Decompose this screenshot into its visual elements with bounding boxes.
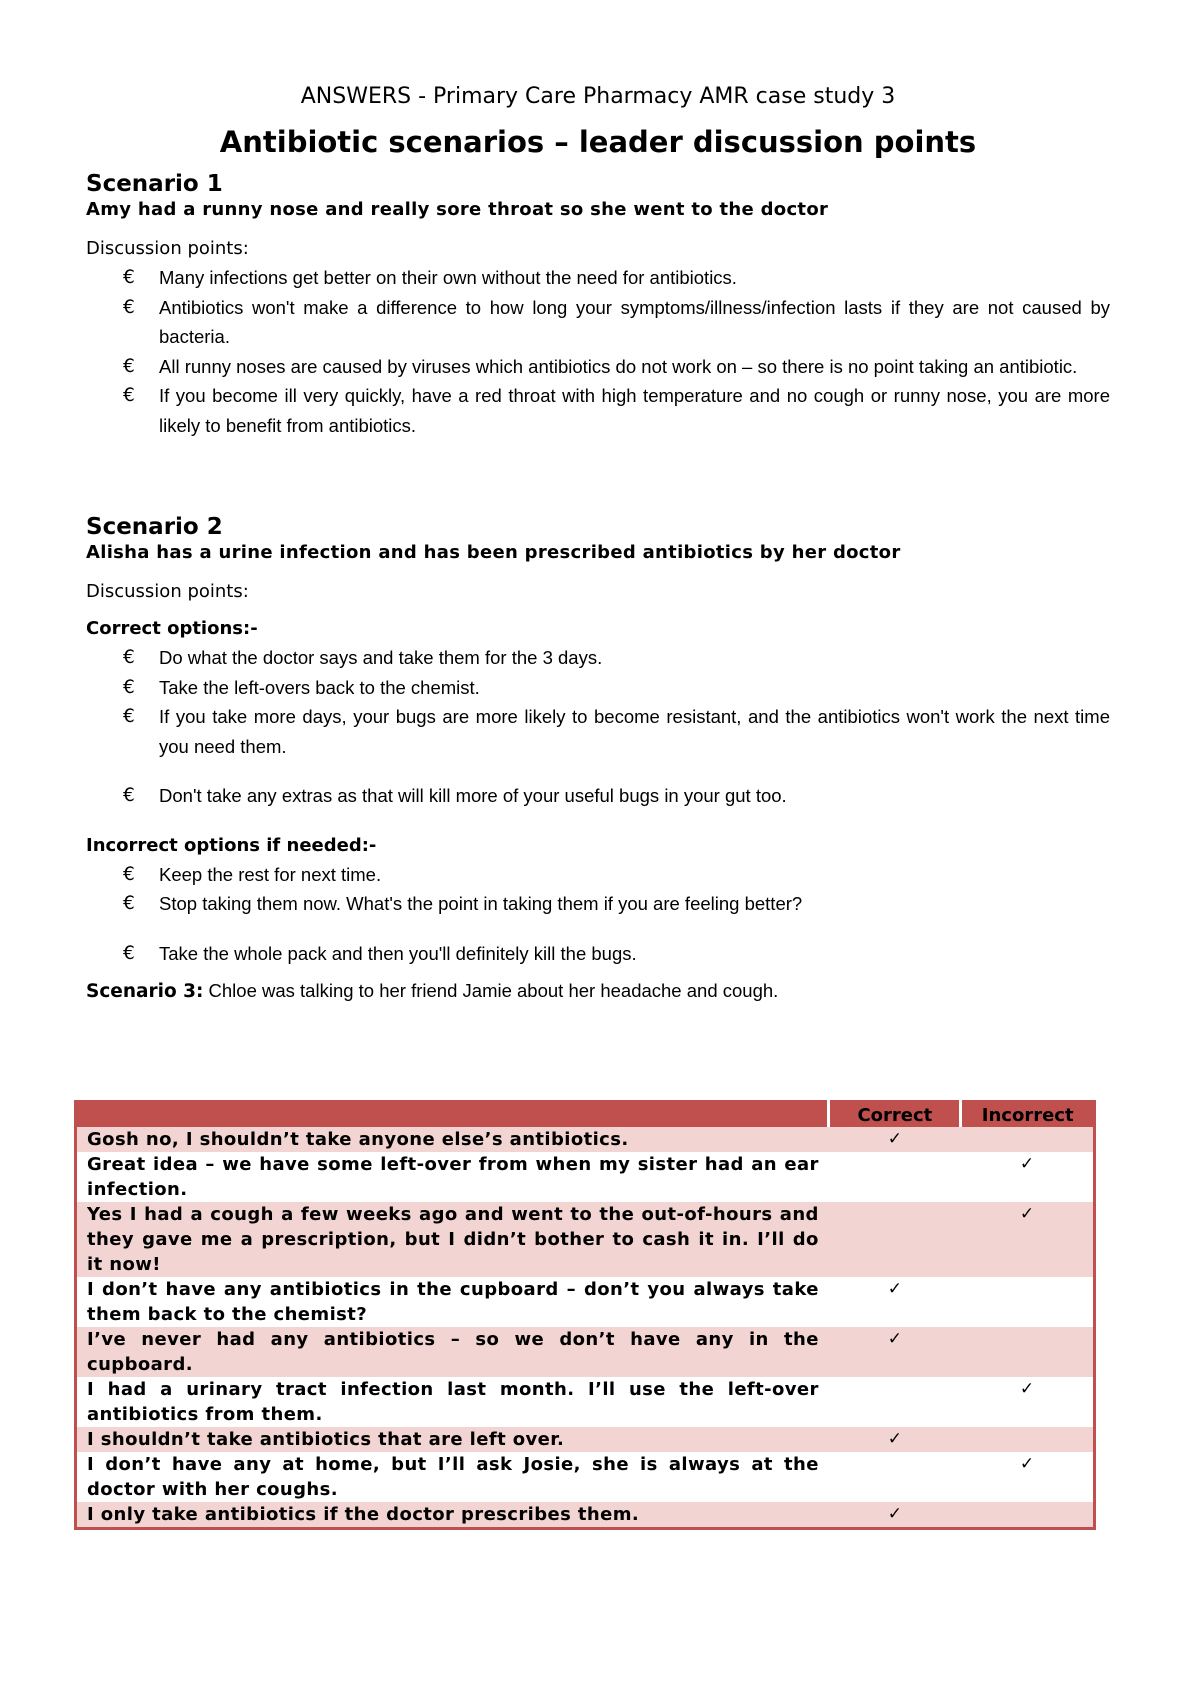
list-item: € Antibiotics won't make a difference to how long your symptoms/illness/infection lasts if they are not caused by bacteria. <box>86 293 1110 352</box>
incorrect-check-icon <box>961 1327 1095 1377</box>
bullet-icon: € <box>123 706 135 727</box>
scenario-1-subtitle: Amy had a runny nose and really sore throat so she went to the doctor <box>86 199 829 220</box>
incorrect-check-icon: ✓ <box>961 1202 1095 1277</box>
scenario-3-line <box>86 980 1110 1002</box>
list-item: € Don't take any extras as that will kill more of your useful bugs in your gut too. <box>86 781 1110 811</box>
scenario-2-subtitle: Alisha has a urine infection and has been prescribed antibiotics by her doctor <box>86 542 901 563</box>
scenario-1-heading: Scenario 1 <box>86 171 223 197</box>
incorrect-options-list <box>86 860 1110 919</box>
correct-check-icon <box>829 1152 961 1202</box>
incorrect-check-icon <box>961 1427 1095 1452</box>
list-item: € Take the whole pack and then you'll definitely kill the bugs. <box>86 939 1110 969</box>
document-header: ANSWERS - Primary Care Pharmacy AMR case study 3 <box>300 84 896 109</box>
incorrect-check-icon: ✓ <box>961 1377 1095 1427</box>
table-row <box>76 1452 1095 1502</box>
table-row <box>76 1127 1095 1152</box>
table-row <box>76 1427 1095 1452</box>
scenario-1 <box>86 169 1110 440</box>
table-row <box>76 1327 1095 1377</box>
incorrect-check-icon <box>961 1127 1095 1152</box>
scenario-2 <box>86 512 1110 968</box>
document-page <box>86 84 1110 1016</box>
list-item: € Keep the rest for next time. <box>86 860 1110 890</box>
scenario-2-heading: Scenario 2 <box>86 514 223 540</box>
table-row <box>76 1377 1095 1427</box>
bullet-icon: € <box>123 296 135 318</box>
scenario-1-points <box>86 263 1110 440</box>
correct-options-label: Correct options:- <box>86 618 258 639</box>
incorrect-check-icon: ✓ <box>961 1152 1095 1202</box>
bullet-icon: € <box>123 785 135 806</box>
list-item: € Many infections get better on their own without the need for antibiotics. <box>86 263 1110 293</box>
statement-cell: I’ve never had any antibiotics – so we don’t have any in the cupboard. <box>76 1327 829 1377</box>
table-row <box>76 1202 1095 1277</box>
list-item: € Do what the doctor says and take them for the 3 days. <box>86 643 1110 673</box>
statement-cell: I don’t have any antibiotics in the cupboard – don’t you always take them back to the chemist? <box>76 1277 829 1327</box>
bullet-icon: € <box>123 863 135 885</box>
scenario-3-text: Chloe was talking to her friend Jamie about her headache and cough. <box>208 980 779 1001</box>
correct-check-icon <box>829 1202 961 1277</box>
document-title: Antibiotic scenarios – leader discussion points <box>219 125 977 159</box>
incorrect-check-icon <box>961 1277 1095 1327</box>
incorrect-check-icon <box>961 1502 1095 1529</box>
list-item: € If you take more days, your bugs are more likely to become resistant, and the antibiotics won't work the next time you need them. <box>86 702 1110 761</box>
scenario-1-discussion-label: Discussion points: <box>86 238 249 259</box>
correct-check-icon: ✓ <box>829 1327 961 1377</box>
correct-options-extra <box>86 781 1110 811</box>
statement-cell: Gosh no, I shouldn’t take anyone else’s antibiotics. <box>76 1127 829 1152</box>
correct-options-list <box>86 643 1110 761</box>
incorrect-check-icon: ✓ <box>961 1452 1095 1502</box>
statement-cell: I only take antibiotics if the doctor prescribes them. <box>76 1502 829 1529</box>
list-item: € If you become ill very quickly, have a red throat with high temperature and no cough or runny nose, you are more likely to benefit from antibiotics. <box>86 381 1110 440</box>
list-item: € All runny noses are caused by viruses which antibiotics do not work on – so there is no point taking an antibiotic. <box>86 352 1110 382</box>
correct-column-header: Correct <box>829 1102 961 1128</box>
incorrect-options-extra <box>86 939 1110 969</box>
statement-column-header <box>76 1102 829 1128</box>
correct-check-icon: ✓ <box>829 1277 961 1327</box>
bullet-icon: € <box>123 942 135 964</box>
bullet-icon: € <box>123 647 135 668</box>
bullet-icon: € <box>123 385 135 406</box>
incorrect-column-header: Incorrect <box>961 1102 1095 1128</box>
correct-check-icon <box>829 1377 961 1427</box>
table-row <box>76 1277 1095 1327</box>
table-row <box>76 1502 1095 1529</box>
table-row <box>76 1152 1095 1202</box>
correct-check-icon: ✓ <box>829 1502 961 1529</box>
statement-cell: Great idea – we have some left-over from when my sister had an ear infection. <box>76 1152 829 1202</box>
correct-check-icon: ✓ <box>829 1427 961 1452</box>
statement-cell: I don’t have any at home, but I’ll ask Josie, she is always at the doctor with her coughs. <box>76 1452 829 1502</box>
bullet-icon: € <box>123 267 135 288</box>
scenario-2-discussion-label: Discussion points: <box>86 581 249 602</box>
correct-check-icon <box>829 1452 961 1502</box>
list-item: € Stop taking them now. What's the point in taking them if you are feeling better? <box>86 889 1110 919</box>
incorrect-options-label: Incorrect options if needed:- <box>86 834 377 856</box>
list-item: € Take the left-overs back to the chemist. <box>86 673 1110 703</box>
scenario-3-table <box>74 1100 1096 1530</box>
statement-cell: Yes I had a cough a few weeks ago and went to the out-of-hours and they gave me a prescription, but I didn’t bother to cash it in. I’ll do it now! <box>76 1202 829 1277</box>
correct-check-icon: ✓ <box>829 1127 961 1152</box>
statement-cell: I shouldn’t take antibiotics that are left over. <box>76 1427 829 1452</box>
statement-cell: I had a urinary tract infection last month. I’ll use the left-over antibiotics from them. <box>76 1377 829 1427</box>
scenario-3-label: Scenario 3: <box>86 981 204 1002</box>
bullet-icon: € <box>123 893 135 914</box>
bullet-icon: € <box>123 355 135 377</box>
table-header-row <box>76 1102 1095 1128</box>
bullet-icon: € <box>123 676 135 698</box>
